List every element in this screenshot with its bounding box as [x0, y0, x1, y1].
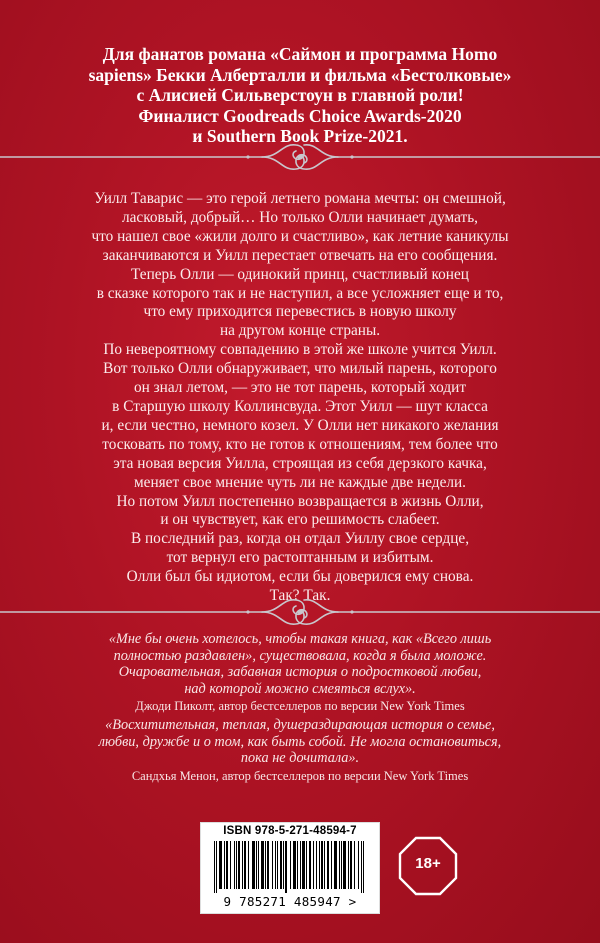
blurb-line: sapiens» Бекки Алберталли и фильма «Бестолковые» — [88, 64, 512, 85]
description-line: он знал летом, — это не тот парень, который ходит — [133, 379, 467, 397]
quote-author: Джоди Пиколт, автор бестселлеров по версии New York Times — [135, 699, 465, 714]
barcode-bar — [256, 841, 257, 889]
barcode-bar — [258, 841, 259, 889]
barcode-bar — [309, 841, 311, 889]
barcode-bar — [319, 841, 320, 889]
barcode-number: 9 785271 485947 > — [223, 894, 357, 909]
quote-line: пока не дочитала». — [240, 750, 360, 767]
quote-line: «Восхитительная, теплая, душераздирающая история о семье, — [105, 717, 495, 733]
barcode-bar — [230, 841, 231, 889]
barcode-bar — [216, 841, 217, 893]
description-line: Но потом Уилл постепенно возвращается в жизнь Олли, — [116, 492, 484, 510]
barcode-bar — [275, 841, 276, 889]
description-line: на другом конце страны. — [219, 322, 381, 340]
barcode-bar — [280, 841, 282, 889]
age-rating-label: 18+ — [415, 855, 441, 872]
quote-line: «Мне бы очень хотелось, чтобы такая книга, как «Всего лишь — [108, 631, 492, 647]
description-line: тосковать по тому, кто не готов к отношениям, тем более что — [102, 435, 498, 453]
bottom-ornament-divider — [0, 592, 600, 632]
barcode-bar — [313, 841, 314, 889]
barcode-bar — [350, 841, 352, 889]
description-line: Олли был бы идиотом, если бы доверился ему снова. — [126, 568, 474, 586]
barcode-bar — [285, 841, 287, 893]
barcode-bar — [244, 841, 246, 889]
blurb-line: Финалист Goodreads Choice Awards-2020 — [138, 105, 462, 126]
barcode-bar — [267, 841, 269, 889]
promo-blurb — [40, 44, 560, 147]
barcode-bar — [297, 841, 298, 889]
barcode-bar — [265, 841, 266, 889]
description-line: тот вернул его растоптанным и избитым. — [166, 549, 434, 567]
book-description — [40, 190, 560, 606]
top-ornament-divider — [0, 137, 600, 177]
barcode-bar — [361, 841, 362, 893]
quote-line: любви, дружбе и о том, как быть собой. Не могла остановиться, — [98, 733, 502, 750]
barcode-bar — [358, 841, 359, 889]
review-quote-menon — [40, 717, 560, 784]
blurb-line: Для фанатов романа «Саймон и программа Homo — [102, 44, 498, 64]
barcode-bar — [334, 841, 337, 889]
barcode-bar — [224, 841, 225, 889]
barcode-bar — [343, 841, 346, 889]
description-line: Уилл Таварис — это герой летнего романа мечты: он смешной, — [94, 190, 506, 207]
barcode-bar — [242, 841, 243, 889]
description-line: В последний раз, когда он отдал Уиллу свое сердце, — [130, 530, 470, 548]
barcode-bar — [331, 841, 332, 889]
barcode-bar — [238, 841, 240, 889]
age-rating-badge — [398, 836, 458, 896]
barcode-bar — [226, 841, 228, 889]
barcode-bar — [272, 841, 273, 889]
description-line: заканчиваются и Уилл перестает отвечать на его сообщения. — [102, 246, 498, 264]
description-line: Теперь Олли — одинокий принц, счастливый конец — [131, 265, 469, 283]
barcode-bar — [300, 841, 301, 889]
barcode-bar — [252, 841, 255, 889]
barcode-bar — [293, 841, 296, 889]
description-line: и он чувствует, как его решимость слабеет. — [160, 511, 440, 529]
description-line: в сказке которого так и не наступил, а все усложняет еще и то, — [96, 284, 504, 302]
barcode-bar — [219, 841, 222, 889]
barcode-bar — [324, 841, 325, 889]
isbn-label: ISBN 978-5-271-48594-7 — [223, 825, 357, 837]
blurb-line: и Southern Book Prize-2021. — [192, 126, 408, 146]
barcode-bar — [316, 841, 317, 889]
quote-line: Очаровательная, забавная история о подростковой любви, — [118, 664, 482, 681]
barcode-bar — [261, 841, 264, 889]
barcode-bar — [354, 841, 355, 889]
blurb-line: с Алисией Сильверстоун в главной роли! — [136, 85, 464, 105]
barcode-bar — [302, 841, 305, 889]
description-line: что ему приходится перевестись в новую школу — [143, 303, 457, 321]
description-line: в Старшую школу Коллинсвуда. Этот Уилл — шут класса — [112, 397, 488, 415]
barcode-bar — [327, 841, 329, 889]
barcode-bar — [341, 841, 342, 889]
barcode-bar — [321, 841, 323, 889]
barcode-bar — [248, 841, 249, 889]
description-line: эта новая версия Уилла, строящая из себя дерзкого качка, — [113, 454, 487, 472]
barcode-bar — [339, 841, 340, 889]
description-line: ласковый, добрый… Но только Олли начинает думать, — [121, 208, 478, 226]
description-line: Так? Так. — [269, 587, 331, 605]
quote-line: полностью раздавлен», существовала, когда я была моложе. — [113, 647, 487, 664]
barcode-bar — [283, 841, 284, 889]
review-quote-picoult — [40, 631, 560, 715]
description-line: что нашел свое «жили долго и счастливо», как летние каникулы — [91, 227, 509, 245]
quote-author: Сандхья Менон, автор бестселлеров по версии New York Times — [131, 768, 469, 783]
description-line: Вот только Олли обнаруживает, что милый парень, которого — [103, 360, 497, 378]
barcode-bars — [210, 841, 370, 893]
barcode-bar — [290, 841, 291, 889]
description-line: меняет свое мнение чуть ли не каждые две недели. — [133, 473, 466, 491]
quote-line: над которой можно смеяться вслух». — [184, 680, 416, 697]
isbn-barcode — [200, 822, 380, 914]
barcode-bar — [214, 841, 215, 893]
barcode-bar — [236, 841, 237, 889]
barcode-bar — [306, 841, 307, 889]
barcode-bar — [363, 841, 364, 893]
description-line: и, если честно, немного козел. У Олли нет никакого желания — [101, 416, 499, 434]
description-line: По невероятному совпадению в этой же школе учится Уилл. — [103, 341, 497, 359]
barcode-bar — [348, 841, 349, 889]
barcode-bar — [277, 841, 278, 889]
barcode-bar — [234, 841, 235, 889]
